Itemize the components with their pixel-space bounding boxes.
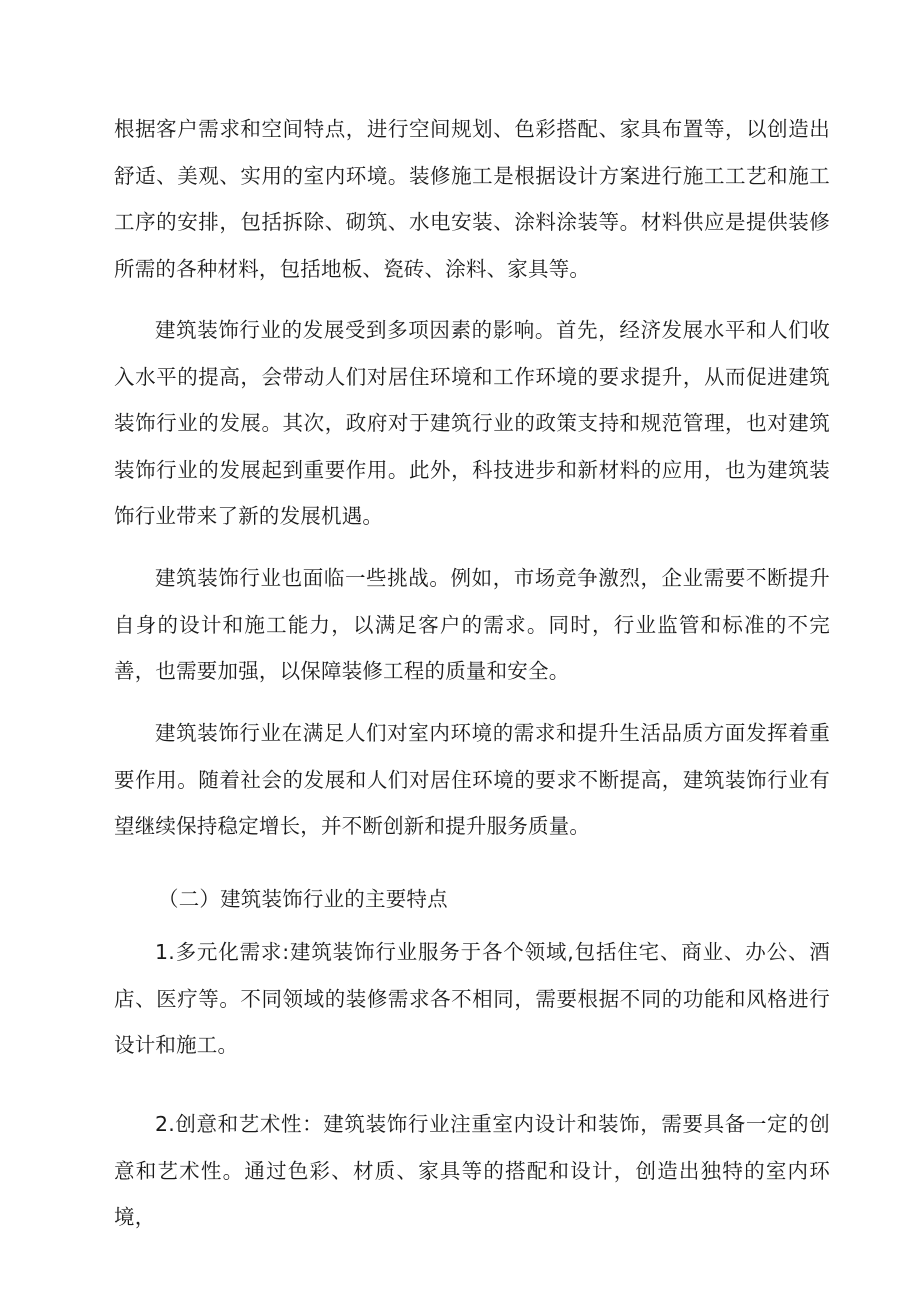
paragraph-industry-challenges: 建筑装饰行业也面临一些挑战。例如，市场竞争激烈，企业需要不断提升自身的设计和施工能力，以满足客户的需求。同时，行业监管和标准的不完善，也需要加强，以保障装修工程的质量和安全。 xyxy=(114,566,830,683)
paragraph-industry-outlook: 建筑装饰行业在满足人们对室内环境的需求和提升生活品质方面发挥着重要作用。随着社会的发展和人们对居住环境的要求不断提高，建筑装饰行业有望继续保持稳定增长，并不断创新和提升服务质量。 xyxy=(114,721,830,838)
list-item-number: 1 xyxy=(155,940,169,964)
list-item-text: .创意和艺术性：建筑装饰行业注重室内设计和装饰，需要具备一定的创意和艺术性。通过色彩、材质、家具等的搭配和设计，创造出独特的室内环境， xyxy=(114,1112,830,1229)
list-item-diversified-demand xyxy=(114,929,830,1069)
paragraph-development-factors: 建筑装饰行业的发展受到多项因素的影响。首先，经济发展水平和人们收入水平的提高，会带动人们对居住环境和工作环境的要求提升，从而促进建筑装饰行业的发展。其次，政府对于建筑行业的政策支持和规范管理，也对建筑装饰行业的发展起到重要作用。此外，科技进步和新材料的应用，也为建筑装饰行业带来了新的发展机遇。 xyxy=(114,318,830,528)
list-item-text: .多元化需求:建筑装饰行业服务于各个领域,包括住宅、商业、办公、酒店、医疗等。不同领域的装修需求各不相同，需要根据不同的功能和风格进行设计和施工。 xyxy=(114,940,830,1057)
paragraph-interior-design-scope: 根据客户需求和空间特点，进行空间规划、色彩搭配、家具布置等，以创造出舒适、美观、实用的室内环境。装修施工是根据设计方案进行施工工艺和施工工序的安排，包括拆除、砌筑、水电安装、涂料涂装等。材料供应是提供装修所需的各种材料，包括地板、瓷砖、涂料、家具等。 xyxy=(114,117,830,281)
list-item-creativity-artistry xyxy=(114,1101,830,1241)
section-heading: （二）建筑装饰行业的主要特点 xyxy=(158,887,448,911)
list-item-number: 2 xyxy=(155,1112,169,1136)
